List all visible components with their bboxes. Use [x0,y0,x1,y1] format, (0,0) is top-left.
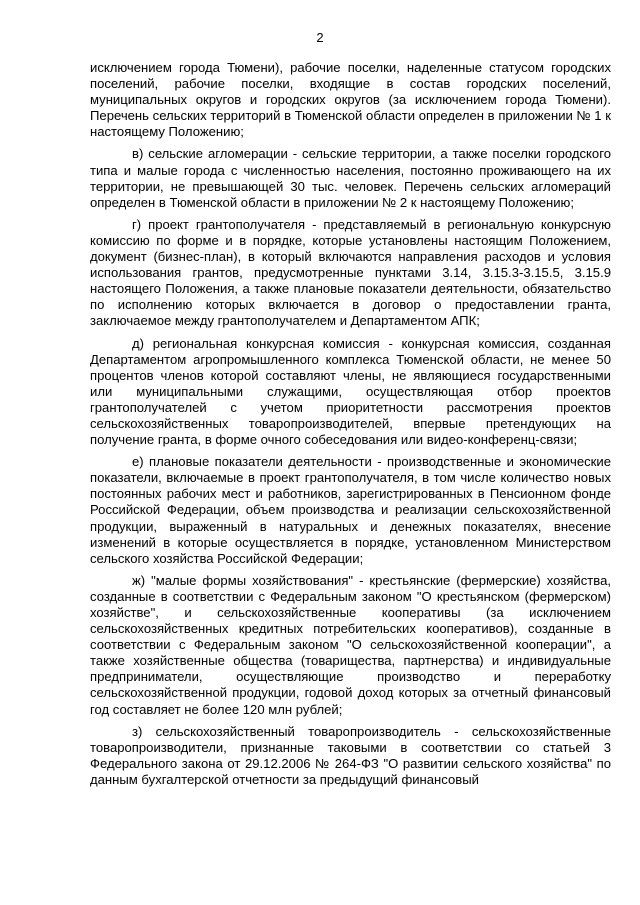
paragraph-item-e: е) плановые показатели деятельности - производственные и экономические показатели, включаемые в проект грантополучателя, в том числе количество новых постоянных рабочих мест и работников, зарегистрированных в Пенсионном фонде Российской Федерации, объем производства и реализации сельскохозяйственной продукции, выраженный в натуральных и денежных показателях, внесение изменений в которые осуществляется в порядке, установленном Министерством сельского хозяйства Российской Федерации; [90,454,611,566]
paragraph-item-d: д) региональная конкурсная комиссия - конкурсная комиссия, созданная Департаментом агропромышленного комплекса Тюменской области, не менее 50 процентов членов которой составляют члены, не являющиеся государственными или муниципальными служащими, осуществляющая отбор проектов грантополучателей с учетом приоритетности рассмотрения проектов сельскохозяйственных товаропроизводителей, впервые претендующих на получение гранта, в форме очного собеседования или видео-конференц-связи; [90,335,611,448]
page-number: 2 [316,30,324,45]
paragraph-item-z: з) сельскохозяйственный товаропроизводитель - сельскохозяйственные товаропроизводители, признанные таковыми в соответствии со статьей 3 Федерального закона от 29.12.2006 № 264-ФЗ "О развитии сельского хозяйства" по данным бухгалтерской отчетности за предыдущий финансовый [90,723,611,787]
paragraph-item-v: в) сельские агломерации - сельские территории, а также поселки городского типа и малые города с численностью населения, постоянно проживающего на их территории, не превышающей 30 тыс. человек. Перечень сельских агломераций определен в Тюменской области в приложении № 2 к настоящему Положению; [90,146,611,210]
paragraph-item-g: г) проект грантополучателя - представляемый в региональную конкурсную комиссию по форме и в порядке, которые установлены настоящим Положением, документ (бизнес-план), в который включаются направления расходов и условия использования грантов, предусмотренные пунктами 3.14, 3.15.3-3.15.5, 3.15.9 настоящего Положения, а также плановые показатели деятельности, обязательство по исполнению которых включается в договор о предоставлении гранта, заключаемое между грантополучателем и Департаментом АПК; [90,216,611,329]
document-body [90,60,611,794]
paragraph-item-zh: ж) "малые формы хозяйствования" - крестьянские (фермерские) хозяйства, созданные в соответствии с Федеральным законом "О крестьянском (фермерском) хозяйстве", и сельскохозяйственные кооперативы (за исключением сельскохозяйственных кредитных потребительских кооперативов), созданные в соответствии с Федеральным законом "О сельскохозяйственной кооперации", а также хозяйственные общества (товарищества, партнерства) и индивидуальные предприниматели, осуществляющие производство и переработку сельскохозяйственной продукции, годовой доход которых за отчетный финансовый год составляет не более 120 млн рублей; [90,572,611,717]
paragraph-continuation: исключением города Тюмени), рабочие поселки, наделенные статусом городских поселений, рабочие поселки, входящие в состав городских поселений, муниципальных округов и городских округов (за исключением города Тюмени). Перечень сельских территорий в Тюменской области определен в приложении № 1 к настоящему Положению; [90,60,611,140]
